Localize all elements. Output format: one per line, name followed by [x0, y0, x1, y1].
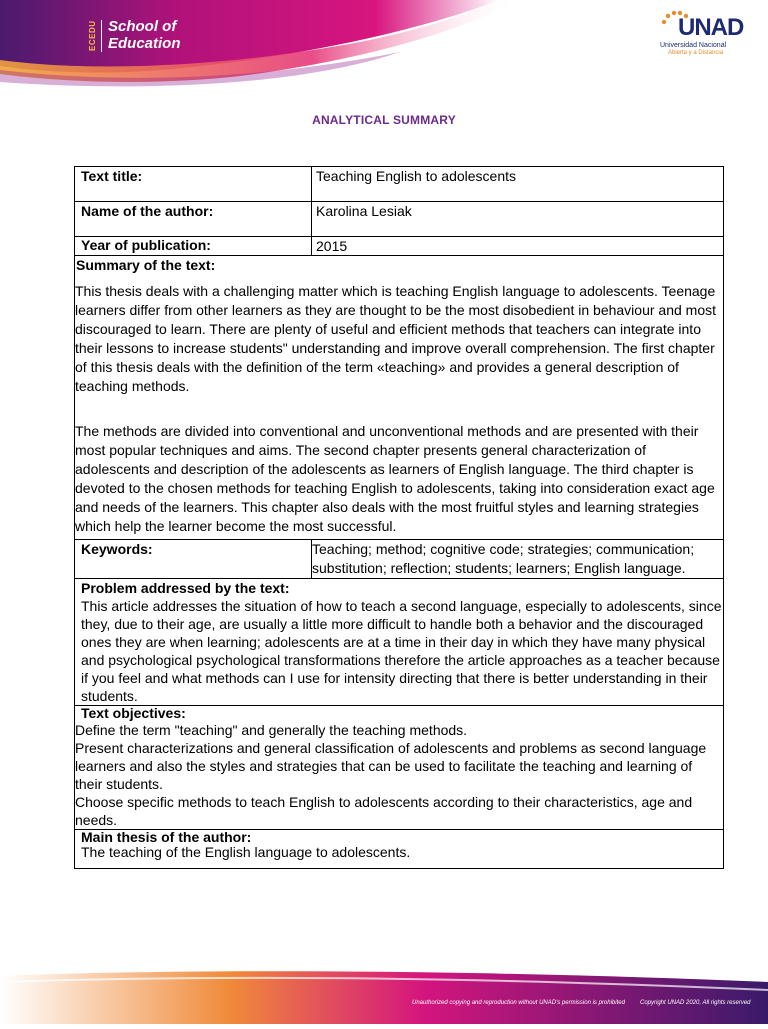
summary-paragraph-1: This thesis deals with a challenging matter which is teaching English language to adolescents. Teenage learners differ from other learners as they are thought to be the most disobedient in behaviour and most discouraged to learn. There are plenty of useful and efficient methods that teachers can integrate into their lessons to increase students" understanding and improve overall comprehension. The first chapter of this thesis deals with the definition of the term «teaching» and provides a general description of teaching methods.	[75, 283, 716, 394]
footer-copyright: Copyright UNAD 2020, All rights reserved	[640, 1000, 751, 1006]
row-thesis	[75, 830, 724, 869]
logo-subtitle-1: Universidad Nacional	[660, 42, 727, 49]
row-summary	[75, 256, 724, 540]
row-text-title	[75, 167, 724, 202]
ecedu-tag: ECEDU	[88, 20, 97, 52]
footer-banner	[0, 960, 768, 1024]
summary-paragraph-2: The methods are divided into conventional and unconventional methods and are presented with their most popular techniques and aims. The second chapter presents general characterization of adolescents and description of the adolescents as learners of English language. The third chapter is devoted to the chosen methods for teaching English to adolescents, taking into consideration exact age and needs of the learners. This chapter also deals with the most fruitful styles and learning strategies which help the learner become the most successful.	[75, 423, 715, 534]
objective-1: Define the term "teaching" and generally the teaching methods.	[75, 722, 468, 738]
thesis-cell	[75, 830, 724, 869]
logo-subtitle-2: Abierta y a Distancia	[668, 50, 724, 56]
keywords-label: Keywords:	[75, 540, 312, 579]
analytical-summary-table	[74, 166, 724, 869]
school-line-2: Education	[108, 35, 181, 52]
year-value: 2015	[312, 237, 724, 256]
row-problem	[75, 579, 724, 706]
problem-cell	[75, 579, 724, 706]
text-title-value: Teaching English to adolescents	[312, 167, 724, 202]
objective-3: Choose specific methods to teach English to adolescents according to their characteristics, age and needs.	[75, 794, 693, 828]
thesis-label: Main thesis of the author:	[81, 829, 252, 845]
thesis-value: The teaching of the English language to adolescents.	[81, 844, 411, 860]
year-label: Year of publication:	[75, 237, 312, 256]
header-divider	[101, 20, 102, 52]
author-label: Name of the author:	[75, 202, 312, 237]
document-title: ANALYTICAL SUMMARY	[312, 113, 456, 127]
row-year	[75, 237, 724, 256]
author-value: Karolina Lesiak	[312, 202, 724, 237]
summary-gap	[75, 396, 723, 422]
text-title-label: Text title:	[75, 167, 312, 202]
problem-value: This article addresses the situation of how to teach a second language, especially to adolescents, since they, due to their age, are usually a little more difficult to handle both a behavior and the discouraged ones they are when learning; adolescents are at a time in their day in which they have many physical and psychological psychological transformations therefore the article approaches as a teacher because if you feel and what methods can I use for intensity directing that there is better understanding in their students.	[81, 598, 722, 704]
school-line-1: School of	[108, 18, 177, 35]
unad-logo	[660, 10, 750, 60]
row-objectives	[75, 706, 724, 830]
objectives-label: Text objectives:	[81, 705, 186, 721]
keywords-value: Teaching; method; cognitive code; strategies; communication; substitution; reflection; students; learners; English language.	[312, 540, 724, 579]
row-keywords	[75, 540, 724, 579]
row-author	[75, 202, 724, 237]
summary-label: Summary of the text:	[76, 257, 216, 273]
footer-swoosh	[0, 960, 768, 1024]
summary-cell	[75, 256, 724, 540]
logo-wordmark: UNAD	[678, 14, 744, 41]
header-banner	[0, 0, 768, 96]
footer-copy-warning: Unauthorized copying and reproduction without UNAD's permission is prohibited	[412, 1000, 625, 1006]
problem-label: Problem addressed by the text:	[81, 580, 290, 596]
school-of-education-label	[108, 18, 181, 52]
objectives-cell	[75, 706, 724, 830]
objective-2: Present characterizations and general classification of adolescents and problems as second language learners and also the styles and strategies that can be used to facilitate the teaching and learning of their students.	[75, 740, 707, 792]
